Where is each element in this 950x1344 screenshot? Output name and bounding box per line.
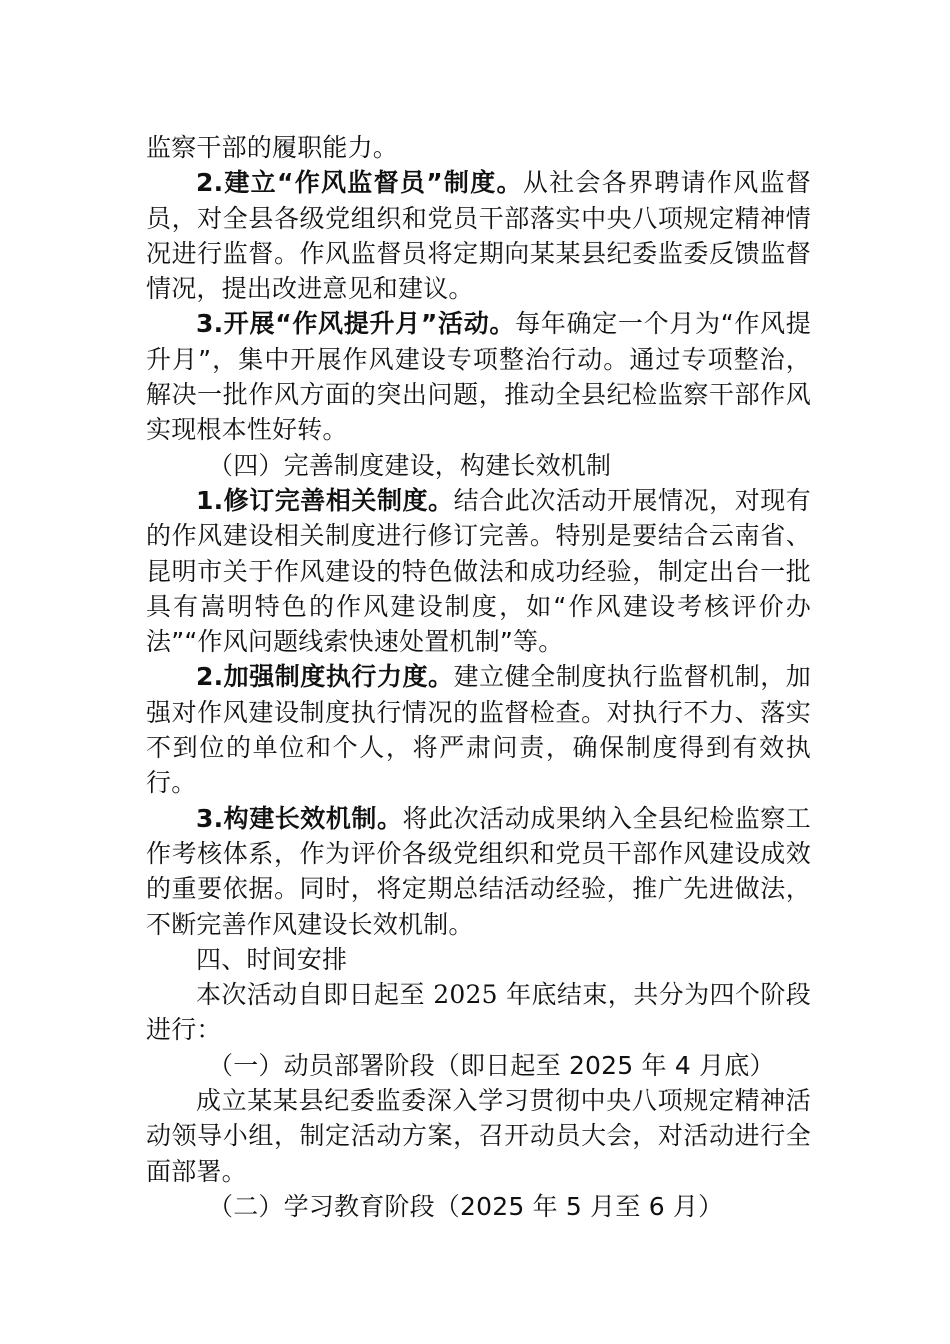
subheading-stage-study: （二）学习教育阶段（2025 年 5 月至 6 月） <box>208 1191 724 1221</box>
paragraph-body: 建立健全制度执行监督机制，加强对作风建设制度执行情况的监督检查。对执行不力、落实不到位的单位和个人，将严肃问责，确保制度得到有效执行。 <box>146 662 812 798</box>
paragraph-supervisor-system <box>146 165 811 306</box>
paragraph-heading: 3.构建长效机制。 <box>196 803 403 833</box>
paragraph-heading: 2.加强制度执行力度。 <box>196 662 454 692</box>
paragraph-mobilization: 成立某某县纪委监委深入学习贯彻中央八项规定精神活动领导小组，制定活动方案，召开动员大会，对活动进行全面部署。 <box>146 1086 811 1186</box>
paragraph-heading: 3.开展“作风提升月”活动。 <box>196 309 516 339</box>
subheading-institution-building: （四）完善制度建设，构建长效机制 <box>208 450 612 480</box>
schedule-intro-start: 本次活动自即日起至 <box>196 980 425 1010</box>
paragraph-heading: 1.修订完善相关制度。 <box>196 485 454 515</box>
paragraph-body: 将此次活动成果纳入全县纪检监察工作考核体系，作为评价各级党组织和党员干部作风建设成效的重要依据。同时，将定期总结活动经验，推广先进做法，不断完善作风建设长效机制。 <box>146 803 811 939</box>
paragraph-body: 从社会各界聘请作风监督员，对全县各级党组织和党员干部落实中央八项规定精神情况进行监督。作风监督员将定期向某某县纪委监委反馈监督情况，提出改进意见和建议。 <box>146 168 812 304</box>
paragraph-revise-rules <box>146 483 811 659</box>
document-page <box>146 130 811 1224</box>
paragraph-long-term-mechanism <box>146 801 811 942</box>
paragraph-improvement-month <box>146 306 811 447</box>
subheading-stage-mobilization: （一）动员部署阶段（即日起至 2025 年 4 月底） <box>208 1050 775 1080</box>
paragraph-enforcement <box>146 659 811 800</box>
section-heading-schedule: 四、时间安排 <box>196 944 348 974</box>
paragraph-body: 每年确定一个月为“作风提升月”，集中开展作风建设专项整治行动。通过专项整治，解决一批作风方面的突出问题，推动全县纪检监察干部作风实现根本性好转。 <box>146 309 811 445</box>
schedule-intro-end: 年底结束，共分为四个阶段进行： <box>146 980 811 1045</box>
paragraph-schedule-intro <box>146 977 811 1048</box>
schedule-year: 2025 <box>424 980 507 1010</box>
paragraph-continuation: 监察干部的履职能力。 <box>146 133 399 162</box>
paragraph-heading: 2.建立“作风监督员”制度。 <box>196 168 523 198</box>
paragraph-body: 结合此次活动开展情况，对现有的作风建设相关制度进行修订完善。特别是要结合云南省、昆明市关于作风建设的特色做法和成功经验，制定出台一批具有嵩明特色的作风建设制度，如“作风建设考核评价办法”“作风问题线索快速处置机制”等。 <box>146 485 812 657</box>
